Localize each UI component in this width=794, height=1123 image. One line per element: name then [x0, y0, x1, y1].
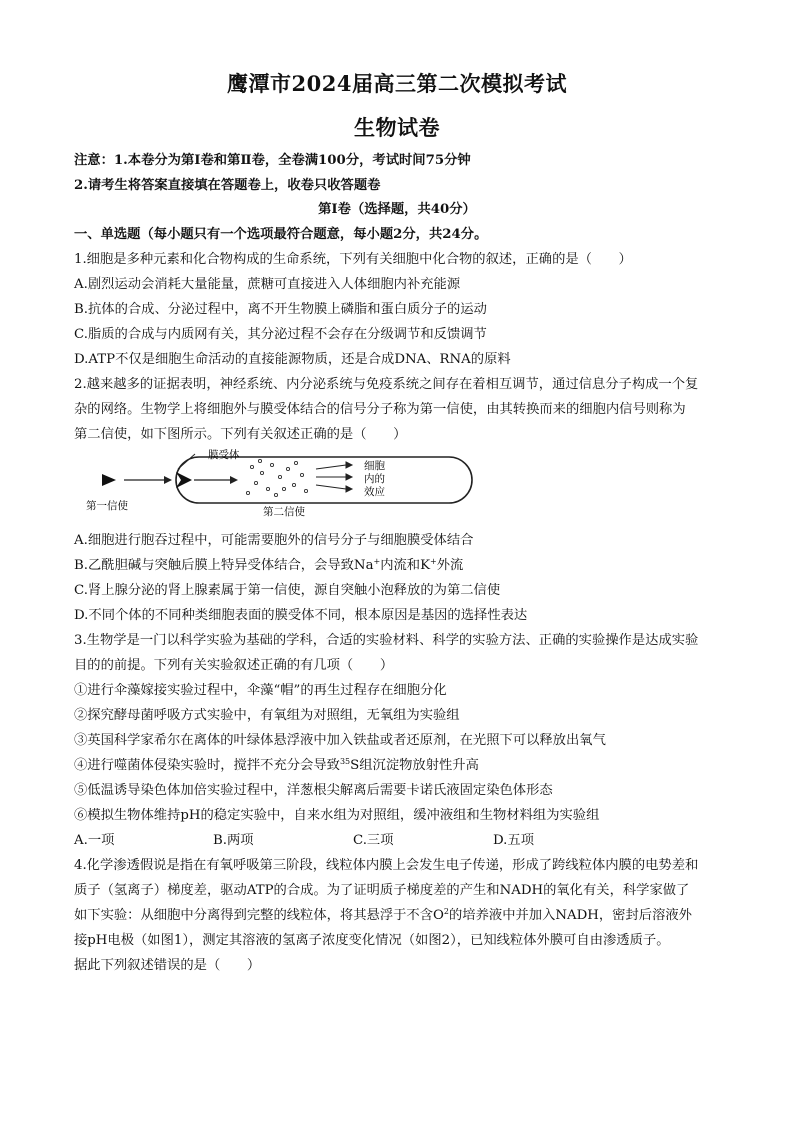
q3-statement-5: ⑤低温诱导染色体加倍实验过程中，洋葱根尖解离后需要卡诺氏液固定染色体形态	[74, 783, 553, 798]
signal-messenger-diagram	[80, 447, 480, 525]
q2-b-text-2: 内流和K	[380, 558, 431, 573]
q4-line4: 接pH电极（如图1），测定其溶液的氢离子浓度变化情况（如图2），已知线粒体外膜可自由渗透质子。	[74, 933, 670, 948]
q4-l3-text-2: 的培养液中并加入NADH，密封后溶液外	[449, 908, 692, 923]
label-membrane-receptor: 膜受体	[208, 449, 240, 461]
q1-option-d: D.ATP不仅是细胞生命活动的直接能源物质，还是合成DNA、RNA的原料	[74, 352, 511, 367]
q4-line2: 质子（氢离子）梯度差，驱动ATP的合成。为了证明质子梯度差的产生和NADH的氧化有关，科学家做了	[74, 883, 690, 898]
label-effect-line1: 细胞	[364, 460, 385, 472]
exam-subtitle: 生物试卷	[354, 115, 440, 140]
q2-option-a: A.细胞进行胞吞过程中，可能需要胞外的信号分子与细胞膜受体结合	[74, 533, 474, 548]
part-title: 第Ⅰ卷（选择题，共40分）	[318, 202, 476, 217]
q2-b-sup-2: +	[430, 557, 437, 566]
q2-option-b	[74, 554, 463, 573]
note-2: 2.请考生将答案直接填在答题卷上，收卷只收答题卷	[74, 178, 381, 193]
q4-line1: 4.化学渗透假说是指在有氧呼吸第三阶段，线粒体内膜上会发生电子传递，形成了跨线粒体内膜的电势差和	[74, 858, 699, 873]
q3-statement-2: ②探究酵母菌呼吸方式实验中，有氧组为对照组，无氧组为实验组	[74, 708, 460, 723]
q1-option-a: A.剧烈运动会消耗大量能量，蔗糖可直接进入人体细胞内补充能源	[74, 277, 461, 292]
q1-option-c: C.脂质的合成与内质网有关，其分泌过程不会存在分级调节和反馈调节	[74, 327, 487, 342]
q3-stem-line2: 目的的前提。下列有关实验叙述正确的有几项（ ）	[74, 658, 394, 673]
q3-statement-6: ⑥模拟生物体维持pH的稳定实验中，自来水组为对照组，缓冲液组和生物材料组为实验组	[74, 808, 600, 823]
q2-option-d: D.不同个体的不同种类细胞表面的膜受体不同，根本原因是基因的选择性表达	[74, 608, 528, 623]
label-effect-line3: 效应	[364, 486, 385, 498]
q1-stem: 1.细胞是多种元素和化合物构成的生命系统，下列有关细胞中化合物的叙述，正确的是（ ）	[74, 252, 632, 267]
q4-l3-text-1: 如下实验：从细胞中分离得到完整的线粒体，将其悬浮于不含O	[74, 908, 444, 923]
q2-option-c: C.肾上腺分泌的肾上腺素属于第一信使，源自突触小泡释放的为第二信使	[74, 583, 501, 598]
receptor-pointer-line	[178, 454, 195, 469]
q3-statement-1: ①进行伞藻嫁接实验过程中，伞藻“帽”的再生过程存在细胞分化	[74, 683, 447, 698]
q3-option-a: A.一项	[74, 833, 115, 848]
q2-b-text-3: 外流	[436, 558, 464, 573]
q2-b-text-1: B.乙酰胆碱与突触后膜上特异受体结合，会导致Na	[74, 558, 374, 573]
label-second-messenger: 第二信使	[263, 506, 305, 518]
q3-stem-line1: 3.生物学是一门以科学实验为基础的学科，合适的实验材料、科学的实验方法、正确的实验操作是达成实验	[74, 633, 699, 648]
label-first-messenger: 第一信使	[86, 500, 128, 512]
section-heading: 一、单选题（每小题只有一个选项最符合题意，每小题2分，共24分。	[74, 227, 488, 242]
label-effect-line2: 内的	[364, 473, 385, 485]
q2-stem-line1: 2.越来越多的证据表明，神经系统、内分泌系统与免疫系统之间存在着相互调节，通过信息分子构成一个复	[74, 377, 699, 392]
q3-s4-sup: 35	[339, 757, 351, 766]
q2-b-sup-1: +	[373, 557, 381, 566]
second-messenger-dots-icon	[246, 459, 307, 496]
q3-option-c: C.三项	[353, 833, 394, 848]
internal-arrow-head-icon	[230, 476, 238, 484]
q3-option-d: D.五项	[493, 833, 535, 848]
note-1: 注意：1.本卷分为第Ⅰ卷和第Ⅱ卷，全卷满100分，考试时间75分钟	[74, 153, 471, 168]
first-messenger-arrow-icon	[102, 474, 116, 486]
q3-statement-4	[74, 754, 479, 773]
q3-statement-3: ③英国科学家希尔在离体的叶绿体悬浮液中加入铁盐或者还原剂，在光照下可以释放出氧气	[74, 733, 606, 748]
q3-option-b: B.两项	[213, 833, 254, 848]
effect-arrows-icon	[316, 462, 352, 492]
q1-option-b: B.抗体的合成、分泌过程中，离不开生物膜上磷脂和蛋白质分子的运动	[74, 302, 487, 317]
q3-s4-text-2: S组沉淀物放射性升高	[350, 758, 479, 773]
q3-s4-text-1: ④进行噬菌体侵染实验时，搅拌不充分会导致	[74, 758, 340, 773]
arrow-head-icon	[164, 476, 172, 484]
q2-stem-line2: 杂的网络。生物学上将细胞外与膜受体结合的信号分子称为第一信使，由其转换而来的细胞内信号则称为	[74, 402, 686, 417]
q4-l3-sup: 2	[443, 907, 450, 916]
q2-stem-line3: 第二信使，如下图所示。下列有关叙述正确的是（ ）	[74, 427, 407, 442]
receptor-icon	[176, 472, 192, 488]
exam-title: 鹰潭市2024届高三第二次模拟考试	[227, 71, 567, 96]
q4-line5: 据此下列叙述错误的是（ ）	[74, 958, 261, 973]
q4-line3	[74, 904, 692, 923]
